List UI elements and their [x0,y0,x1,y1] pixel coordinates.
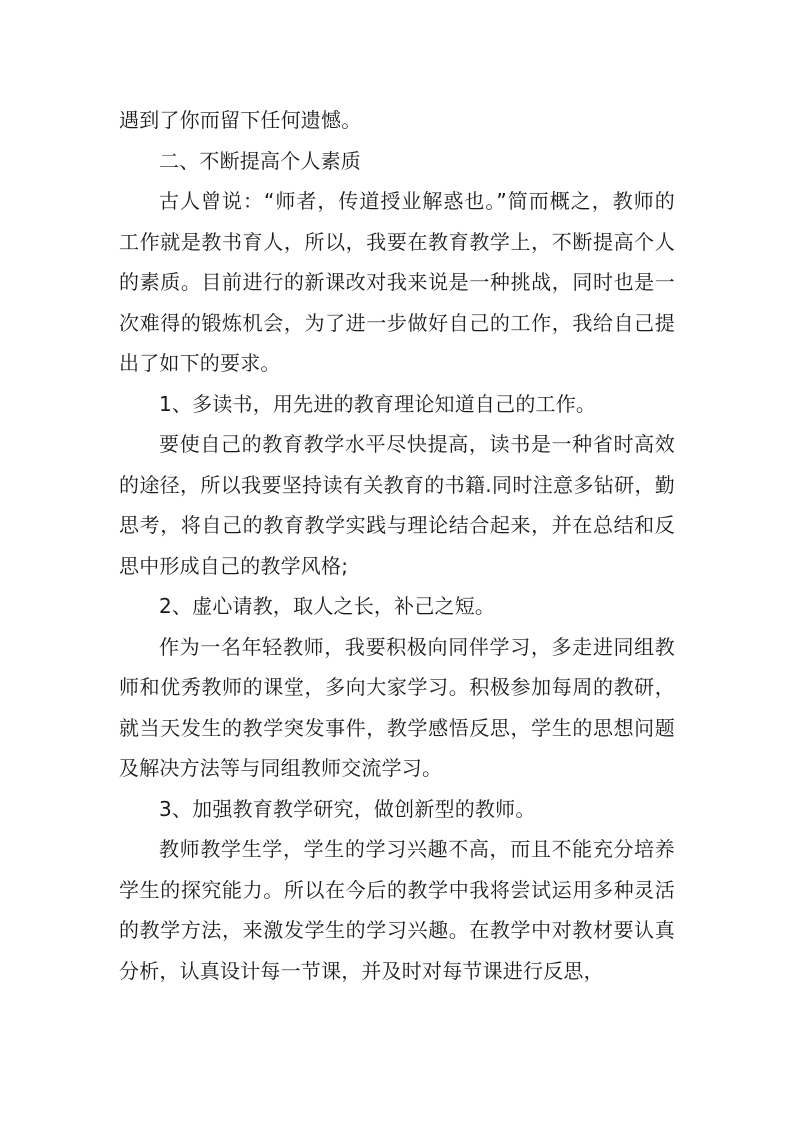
paragraph-learning: 作为一名年轻教师，我要积极向同伴学习，多走进同组教师和优秀教师的课堂，多向大家学习。积极参加每周的教研，就当天发生的教学突发事件，教学感悟反思，学生的思想问题及解决方法等与同组教师交流学习。 [119,634,675,780]
paragraph-research: 教师教学生学，学生的学习兴趣不高，而且不能充分培养学生的探究能力。所以在今后的教学中我将尝试运用多种灵活的教学方法，来激发学生的学习兴趣。在教学中对教材要认真分析，认真设计每一节课，并及时对每节课进行反思， [119,837,675,983]
body-text [119,100,675,991]
section-heading-2: 二、不断提高个人素质 [159,148,361,173]
paragraph-continuation: 遇到了你而留下任何遗憾。 [119,108,362,132]
paragraph-reading: 要使自己的教育教学水平尽快提高，读书是一种省时高效的途径，所以我要坚持读有关教育的书籍.同时注意多钻研，勤思考，将自己的教育教学实践与理论结合起来，并在总结和反思中形成自己的教学风格; [119,432,675,578]
subheading-3: 3、加强教育教学研究，做创新型的教师。 [159,796,536,821]
paragraph-intro: 古人曾说：“师者，传道授业解惑也。”简而概之，教师的工作就是教书育人，所以，我要在教育教学上，不断提高个人的素质。目前进行的新课改对我来说是一种挑战，同时也是一次难得的锻炼机会，为了进一步做好自己的工作，我给自己提出了如下的要求。 [119,189,675,375]
subheading-2: 2、虚心请教，取人之长，补己之短。 [159,594,496,618]
subheading-1: 1、多读书，用先进的教育理论知道自己的工作。 [159,391,597,416]
